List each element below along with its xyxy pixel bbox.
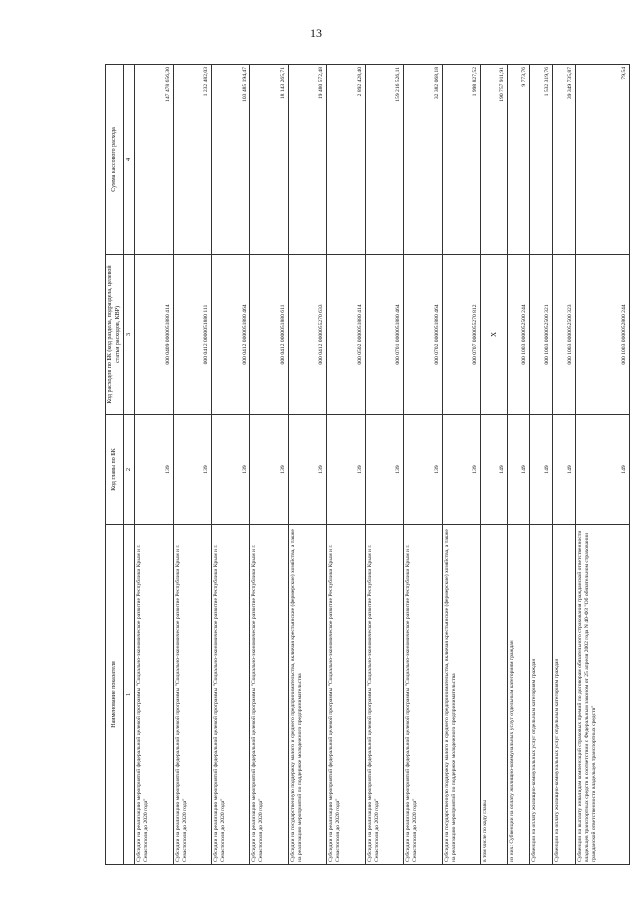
row-amount: 1 532 319,76: [530, 65, 553, 255]
row-name: Субсидии на реализацию мероприятий федеральной целевой программы "Социально-экономическое развитие Республики Крым и г. Севастополя до 2020 года": [250, 525, 288, 865]
row-chapter: 139: [327, 415, 365, 525]
row-code: 000 0412 0000055270 633: [288, 255, 326, 415]
row-amount: 1 998 827,52: [442, 65, 480, 255]
header-expense-code: Код расходов по БК (код раздела, подраздела, целевой статьи расходов, КВР): [106, 255, 124, 415]
row-chapter: 149: [507, 415, 530, 525]
row-amount: 39 349 735,87: [553, 65, 576, 255]
row-name: Субсидии на государственную поддержку малого и среднего предпринимательства, включая крестьянские (фермерские) хозяйства, а также на реализацию мероприятий по поддержке молодежного предпринимательства: [442, 525, 480, 865]
row-name: Субсидии на реализацию мероприятий федеральной целевой программы "Социально-экономическое развитие Республики Крым и г. Севастополя до 2020 года": [365, 525, 403, 865]
row-name: Субсидии на государственную поддержку малого и среднего предпринимательства, включая крестьянские (фермерские) хозяйства, а также на реализацию мероприятий по поддержке молодежного предпринимательства: [288, 525, 326, 865]
column-number: 3: [124, 255, 135, 415]
row-amount: 159 216 526,11: [365, 65, 403, 255]
row-amount: 32 382 068,18: [404, 65, 442, 255]
row-amount: 19 480 572,48: [288, 65, 326, 255]
row-amount: 190 757 911,91: [481, 65, 508, 255]
row-code: 000 1003 0000052500 321: [530, 255, 553, 415]
row-amount: 79,54: [575, 65, 629, 255]
row-amount: 103 485 194,47: [212, 65, 250, 255]
row-code: 000 1003 0000052800 244: [575, 255, 629, 415]
table-row: [212, 65, 250, 865]
table-row: [404, 65, 442, 865]
row-amount: 147 478 656,30: [135, 65, 173, 255]
row-amount: 18 143 265,71: [250, 65, 288, 255]
row-amount: 9 773,76: [507, 65, 530, 255]
expense-table: [105, 64, 630, 865]
row-code: 000 0412 0000051880 464: [212, 255, 250, 415]
row-name: Субсидии на реализацию мероприятий федеральной целевой программы "Социально-экономическое развитие Республики Крым и г. Севастополя до 2020 года": [212, 525, 250, 865]
row-name: Субвенции на оплату жилищно-коммунальных услуг отдельным категориям граждан: [553, 525, 576, 865]
column-number: 1: [124, 525, 135, 865]
row-code: 000 1003 0000052500 323: [553, 255, 576, 415]
row-amount: 2 892 428,40: [327, 65, 365, 255]
column-number: 4: [124, 65, 135, 255]
table-row: [575, 65, 629, 865]
row-amount: 1 232 482,03: [173, 65, 211, 255]
row-chapter: 139: [250, 415, 288, 525]
row-name: Субсидии на реализацию мероприятий федеральной целевой программы "Социально-экономическое развитие Республики Крым и г. Севастополя до 2020 года": [327, 525, 365, 865]
row-name: Субсидии на реализацию мероприятий федеральной целевой программы "Социально-экономическое развитие Республики Крым и г. Севастополя до 2020 года": [173, 525, 211, 865]
rotated-table-container: [105, 65, 630, 865]
header-chapter-code: Код главы по БК: [106, 415, 124, 525]
row-chapter: 139: [404, 415, 442, 525]
table-row: [507, 65, 530, 865]
row-code: 000 0409 0000051880 414: [135, 255, 173, 415]
row-chapter: 139: [173, 415, 211, 525]
row-chapter: 149: [575, 415, 629, 525]
row-name: из них: Субвенции на оплату жилищно-коммунальных услуг отдельным категориям граждан: [507, 525, 530, 865]
row-name: Субвенции на выплату инвалидам компенсаций страховых премий по договорам обязательного страхования гражданской ответственности владельцев транспортных средств в соответствии с Федеральным законом от 25 апреля 2002 года N 40-ФЗ "Об обязательном страховании гражданской ответственности владельцев транспортных средств": [575, 525, 629, 865]
table-row: [250, 65, 288, 865]
row-code: 000 0702 0000051880 464: [404, 255, 442, 415]
row-chapter: 149: [530, 415, 553, 525]
row-code: 000 0412 0000051880 111: [173, 255, 211, 415]
table-box: [105, 65, 630, 865]
table-row: [173, 65, 211, 865]
row-name: Субсидии на реализацию мероприятий федеральной целевой программы "Социально-экономическое развитие Республики Крым и г. Севастополя до 2020 года": [404, 525, 442, 865]
header-row: [106, 65, 124, 865]
page-number: 13: [310, 26, 322, 40]
row-name: Субсидии на реализацию мероприятий федеральной целевой программы "Социально-экономическое развитие Республики Крым и г. Севастополя до 2020 года": [135, 525, 173, 865]
row-code: 000 0412 0000051880 611: [250, 255, 288, 415]
row-chapter: 139: [135, 415, 173, 525]
row-name: в том числе по коду главы: [481, 525, 508, 865]
row-code: 000 0707 0000055270 812: [442, 255, 480, 415]
row-code: 000 0701 0000051880 464: [365, 255, 403, 415]
row-name: Субвенции на оплату жилищно-коммунальных услуг отдельным категориям граждан: [530, 525, 553, 865]
table-row: [288, 65, 326, 865]
row-chapter: 149: [481, 415, 508, 525]
table-row: [365, 65, 403, 865]
table-row: [530, 65, 553, 865]
table-row: [553, 65, 576, 865]
row-chapter: 149: [553, 415, 576, 525]
table-row-subtotal: [481, 65, 508, 865]
table-row: [442, 65, 480, 865]
row-code: 000 1003 0000052500 244: [507, 255, 530, 415]
table-row: [135, 65, 173, 865]
header-amount: Сумма кассового расхода: [106, 65, 124, 255]
row-chapter: 139: [365, 415, 403, 525]
row-chapter: 139: [442, 415, 480, 525]
row-code: X: [481, 255, 508, 415]
table-row: [327, 65, 365, 865]
column-number: 2: [124, 415, 135, 525]
column-number-row: [124, 65, 135, 865]
row-chapter: 139: [288, 415, 326, 525]
row-code: 000 0502 0000051880 414: [327, 255, 365, 415]
header-name: Наименование показателя: [106, 525, 124, 865]
row-chapter: 139: [212, 415, 250, 525]
